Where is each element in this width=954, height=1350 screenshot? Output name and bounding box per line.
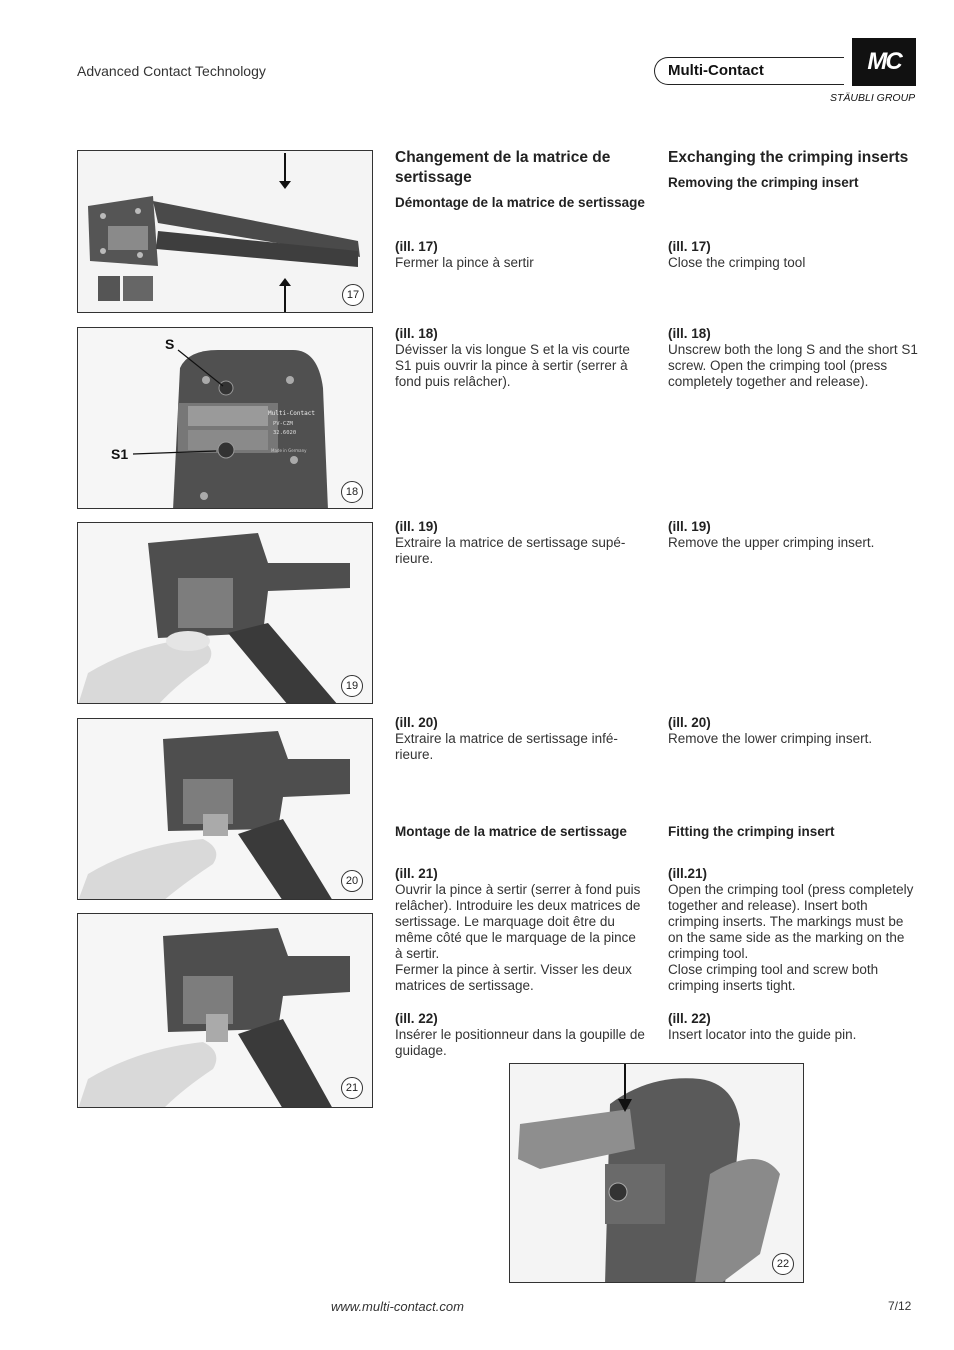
figure-number-badge: 20 xyxy=(341,870,363,892)
lower-insert-removal-illustration xyxy=(78,719,373,900)
step-text: Open the crimping tool (press completely together and release). Insert both crimping inserts. The markings must be on the same side as the marking on the crimping tool. xyxy=(668,882,914,961)
insert-fitting-illustration xyxy=(78,914,373,1108)
french-title: Changement de la matrice de sertissage xyxy=(395,149,611,186)
figure-17 xyxy=(77,150,373,313)
step-label: (ill. 22) xyxy=(395,1011,438,1026)
english-removing-title: Removing the crimping insert xyxy=(668,175,859,190)
step-label: (ill. 20) xyxy=(668,715,711,730)
locator-insertion-illustration xyxy=(510,1064,804,1283)
french-removing-title: Démontage de la matrice de sertissage xyxy=(395,195,645,210)
figure-number-badge: 18 xyxy=(341,481,363,503)
step-label: (ill. 17) xyxy=(668,239,711,254)
english-step-18 xyxy=(668,326,920,390)
step-text: Fermer la pince à sertir xyxy=(395,255,534,270)
figure-21 xyxy=(77,913,373,1108)
english-step-21 xyxy=(668,866,920,994)
svg-text:Multi-Contact: Multi-Contact xyxy=(268,410,315,417)
upper-insert-removal-illustration xyxy=(78,523,373,704)
step-label: (ill. 22) xyxy=(668,1011,711,1026)
french-step-22 xyxy=(395,1011,647,1059)
figure-number-badge: 22 xyxy=(772,1253,794,1275)
english-step-17 xyxy=(668,239,920,271)
figure-20 xyxy=(77,718,373,900)
french-fitting-title: Montage de la matrice de sertissage xyxy=(395,824,627,839)
svg-text:Made in Germany: Made in Germany xyxy=(271,448,307,453)
french-step-18 xyxy=(395,326,647,390)
step-text: Remove the upper crimping insert. xyxy=(668,535,875,550)
step-text: Remove the lower crimping insert. xyxy=(668,731,873,746)
crimping-tool-closed-illustration xyxy=(78,151,373,313)
step-label: (ill. 18) xyxy=(668,326,711,341)
step-label: (ill.21) xyxy=(668,866,708,881)
step-text: Extraire la matrice de sertissage inférieure. xyxy=(395,731,618,762)
step-text: Insert locator into the guide pin. xyxy=(668,1027,857,1042)
french-step-21 xyxy=(395,866,647,994)
company-tagline: Advanced Contact Technology xyxy=(77,63,266,79)
figure-number-badge: 21 xyxy=(341,1077,363,1099)
figure-22 xyxy=(509,1063,804,1283)
step-text: Close crimping tool and screw both crimping inserts tight. xyxy=(668,962,879,993)
step-label: (ill. 17) xyxy=(395,239,438,254)
step-text: Extraire la matrice de sertissage supérieure. xyxy=(395,535,626,566)
french-step-17 xyxy=(395,239,647,271)
figure-number-badge: 19 xyxy=(341,675,363,697)
screw-s-label: S xyxy=(165,336,175,352)
english-title: Exchanging the crimping inserts xyxy=(668,149,909,166)
step-text: Fermer la pince à sertir. Visser les deux matrices de sertissage. xyxy=(395,962,632,993)
step-text: Dévisser la vis longue S et la vis courte S1 puis ouvrir la pince à sertir (serrer à fond puis relâcher). xyxy=(395,342,630,389)
french-step-20 xyxy=(395,715,647,763)
figure-19 xyxy=(77,522,373,704)
step-text: Insérer le positionneur dans la goupille de guidage. xyxy=(395,1027,645,1058)
figure-18 xyxy=(77,327,373,509)
french-step-19 xyxy=(395,519,647,567)
mc-logo: MC xyxy=(852,38,916,86)
english-step-19 xyxy=(668,519,920,551)
step-label: (ill. 18) xyxy=(395,326,438,341)
crimping-head-closeup-illustration xyxy=(78,328,373,509)
footer-url[interactable]: www.multi-contact.com xyxy=(331,1299,464,1314)
step-label: (ill. 21) xyxy=(395,866,438,881)
step-text: Close the crimping tool xyxy=(668,255,806,270)
french-section-header xyxy=(395,148,647,211)
step-text: Ouvrir la pince à sertir (serrer à fond puis relâcher). Introduire les deux matrices de sertissage. Le marquage doit être du même côté que le marquage de la pince à sertir. xyxy=(395,882,641,961)
step-label: (ill. 20) xyxy=(395,715,438,730)
svg-text:PV-CZM: PV-CZM xyxy=(273,421,293,427)
figure-number-badge: 17 xyxy=(342,284,364,306)
english-fitting-title: Fitting the crimping insert xyxy=(668,824,835,839)
english-section-header xyxy=(668,148,920,191)
screw-s1-label: S1 xyxy=(111,446,129,462)
english-step-20 xyxy=(668,715,920,747)
page-number: 7/12 xyxy=(888,1299,912,1313)
step-label: (ill. 19) xyxy=(395,519,438,534)
english-step-22 xyxy=(668,1011,920,1043)
svg-text:32.6020: 32.6020 xyxy=(273,430,297,436)
step-label: (ill. 19) xyxy=(668,519,711,534)
group-name: STÄUBLI GROUP xyxy=(830,92,916,104)
step-text: Unscrew both the long S and the short S1 screw. Open the crimping tool (press completely together and release). xyxy=(668,342,918,389)
brand-name: Multi-Contact xyxy=(668,62,764,79)
